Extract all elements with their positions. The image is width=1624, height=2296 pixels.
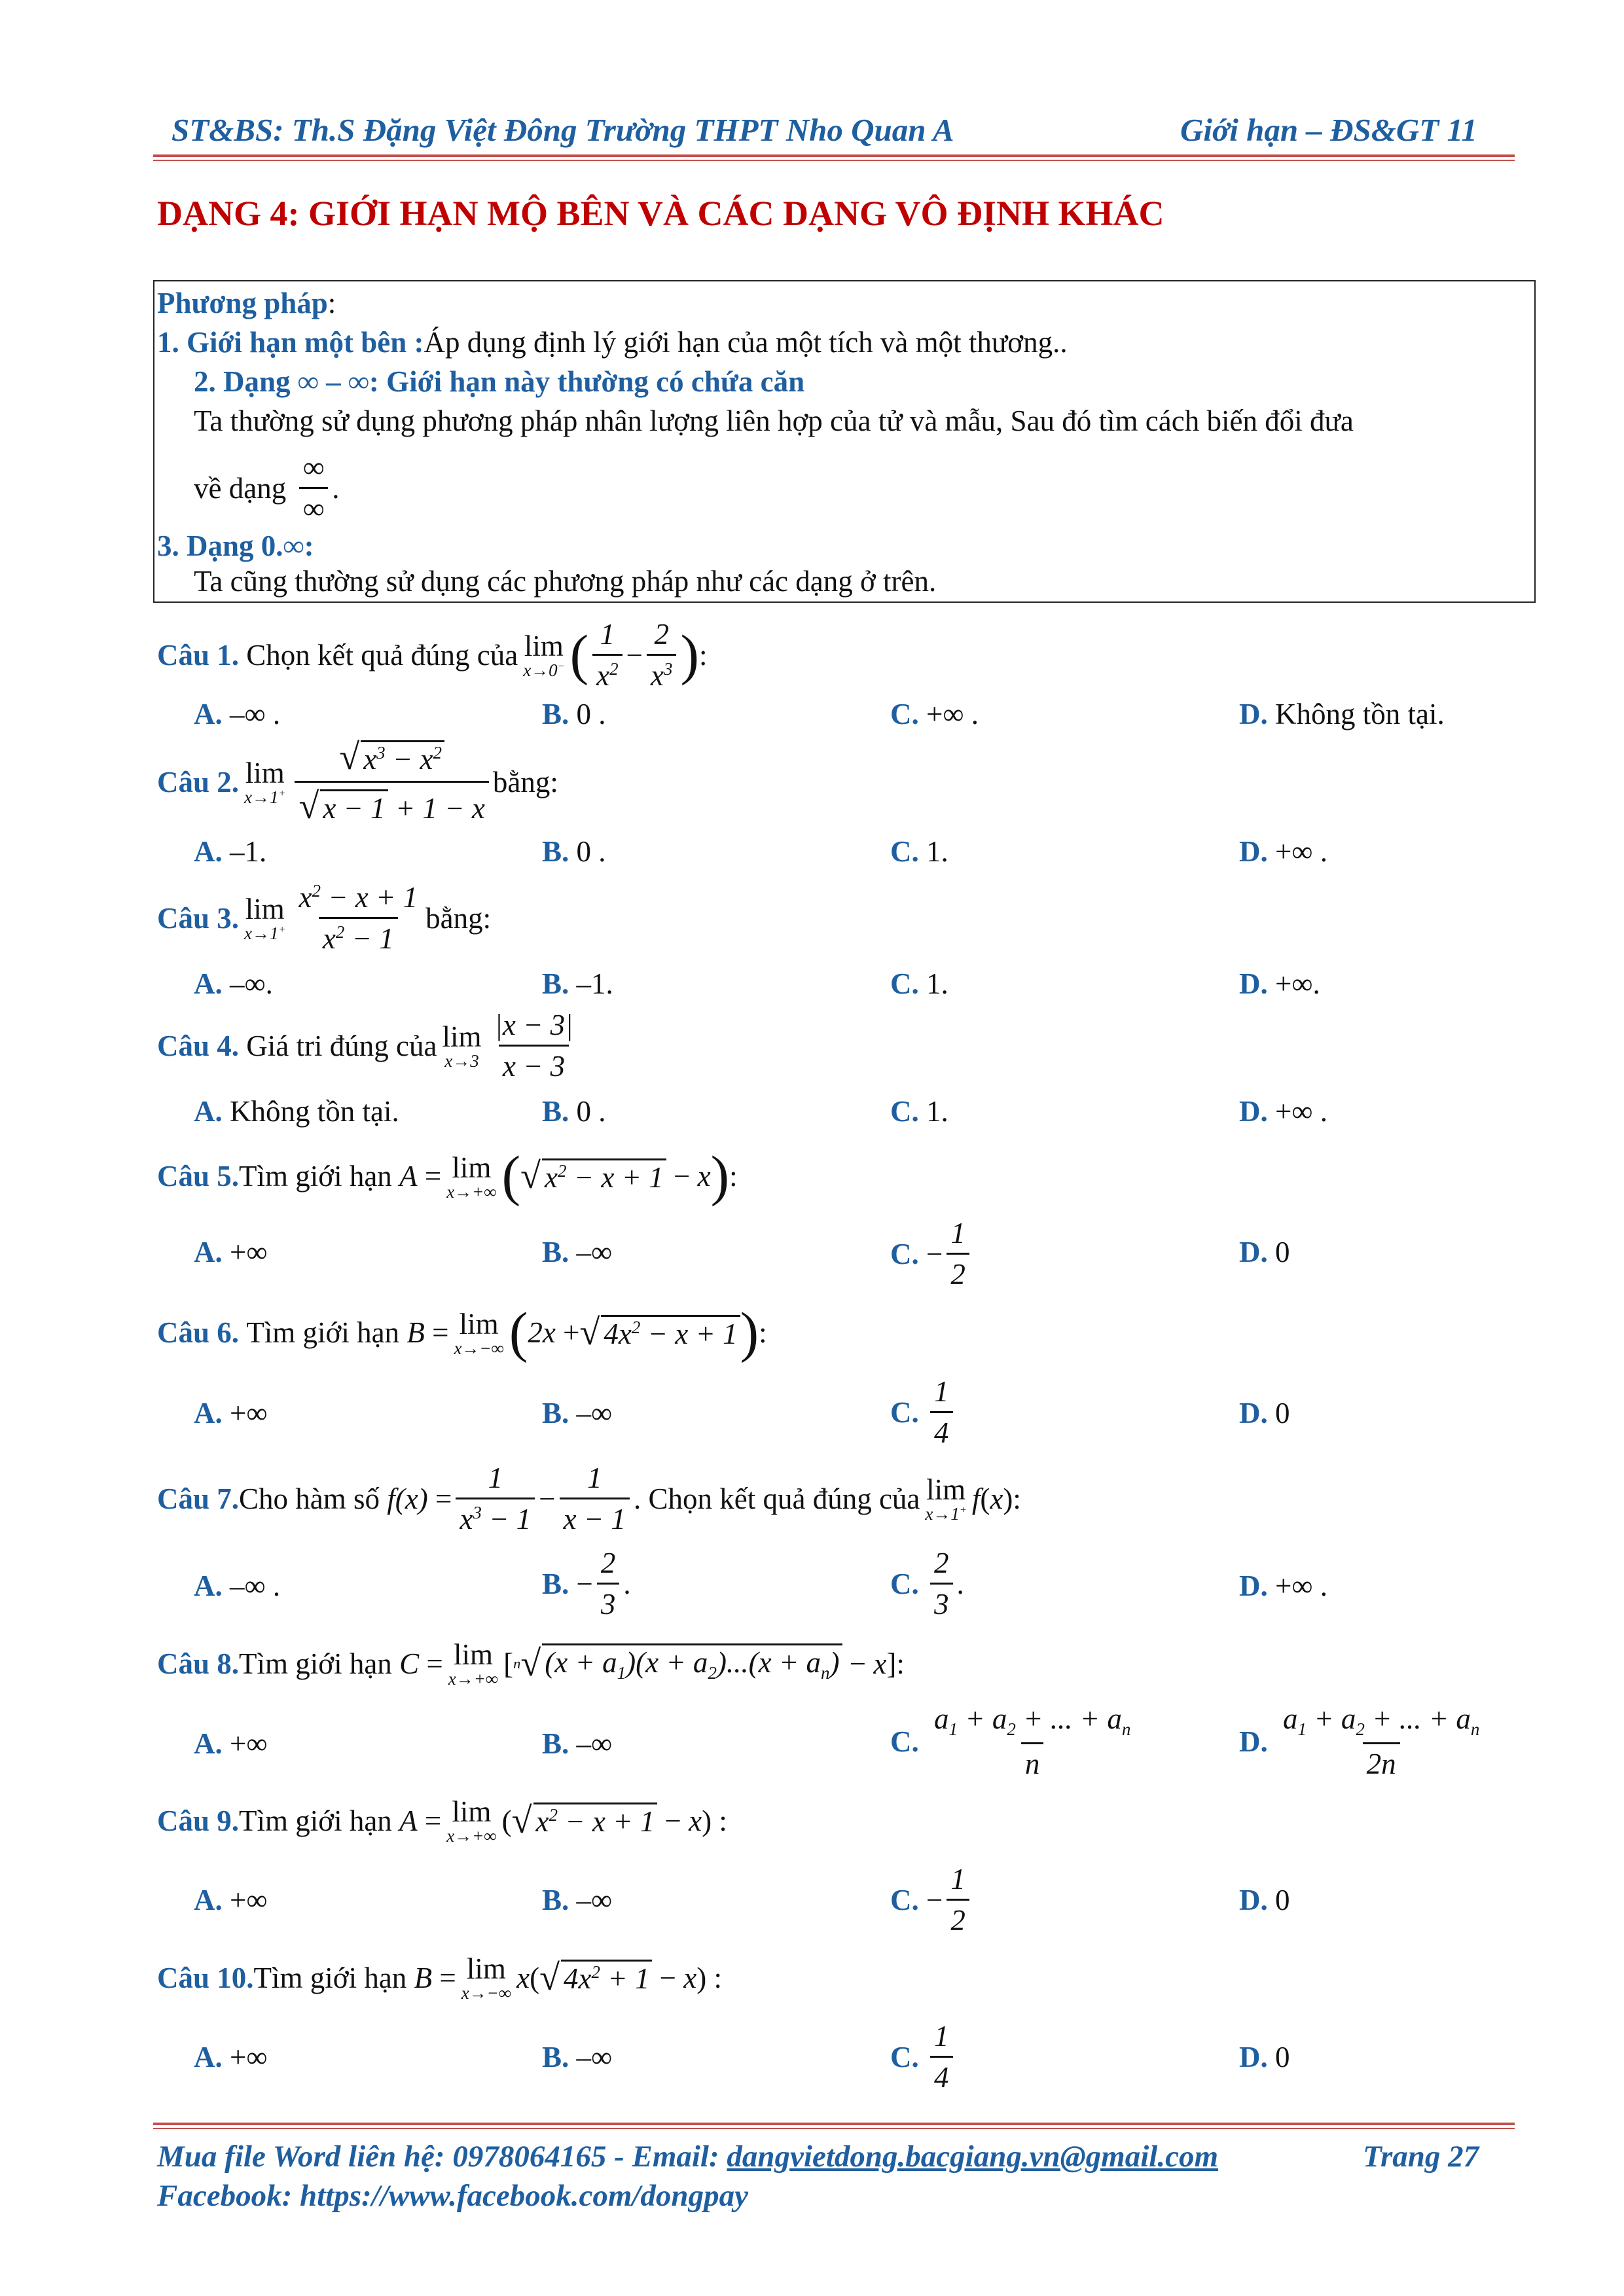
q3-option-c[interactable]: C. 1.	[890, 967, 948, 1000]
q6-option-b[interactable]: B. –∞	[542, 1397, 613, 1429]
q4-option-d[interactable]: D. +∞ .	[1239, 1095, 1327, 1128]
q8-option-b[interactable]: B. –∞	[542, 1727, 613, 1760]
q3-option-a[interactable]: A. –∞.	[194, 967, 273, 1000]
q4-option-b[interactable]: B. 0 .	[542, 1095, 606, 1128]
q4-option-c[interactable]: C. 1.	[890, 1095, 948, 1128]
header-right: Giới hạn – ĐS&GT 11	[1180, 112, 1477, 148]
q3-option-d[interactable]: D. +∞.	[1239, 967, 1320, 1000]
q4-option-a[interactable]: A. Không tồn tại.	[194, 1095, 399, 1128]
q1-option-a[interactable]: A. –∞ .	[194, 698, 281, 730]
footer-rule-thin	[153, 2128, 1515, 2129]
header-left: ST&BS: Th.S Đặng Việt Đông Trường THPT Nho Quan A	[171, 112, 954, 148]
footer-email-link[interactable]: dangvietdong.bacgiang.vn@gmail.com	[727, 2140, 1219, 2174]
q7-option-d[interactable]: D. +∞ .	[1239, 1570, 1327, 1602]
method-item-2-label: 2. Dạng ∞ – ∞: Giới hạn này thường có chứa căn	[194, 365, 805, 398]
q6-option-d[interactable]: D. 0	[1239, 1397, 1290, 1429]
question-1: Câu 1. Chọn kết quả đúng của lim x→0− ( $\frac{1}{x^2}$ − $\frac{2}{x^3}$ ) :	[157, 618, 708, 692]
q7-option-b[interactable]: B. − $\frac{2}{3}$ .	[542, 1547, 631, 1621]
q1-option-c[interactable]: C. +∞ .	[890, 698, 979, 730]
question-3: Câu 3. lim x→1+ $\frac{x^2 - x + 1}{x^2 - 1}$ bằng:	[157, 881, 492, 955]
q1-option-b[interactable]: B. 0 .	[542, 698, 606, 730]
question-4: Câu 4. Giá tri đúng của lim x→3 $\frac{|x - 3|}{x - 3}$	[157, 1009, 573, 1083]
q3-option-b[interactable]: B. –1.	[542, 967, 613, 1000]
method-heading: Phương pháp:	[157, 287, 336, 319]
q5-option-c[interactable]: C. − $\frac{1}{2}$	[890, 1216, 973, 1291]
q2-option-d[interactable]: D. +∞ .	[1239, 835, 1327, 868]
q8-option-c[interactable]: C. $\frac{a_1 + a_2 + ... + a_n}{n}$	[890, 1702, 1131, 1780]
header-rule	[153, 154, 1515, 157]
q7-option-a[interactable]: A. –∞ .	[194, 1570, 281, 1602]
q1-option-d[interactable]: D. Không tồn tại.	[1239, 698, 1445, 730]
q6-option-c[interactable]: C. $\frac{1}{4}$	[890, 1374, 957, 1450]
method-item-3-label: 3. Dạng 0.∞:	[157, 529, 314, 562]
footer-facebook[interactable]: Facebook: https://www.facebook.com/dongpay	[157, 2179, 748, 2213]
q9-option-c[interactable]: C. − $\frac{1}{2}$	[890, 1862, 973, 1937]
q5-option-b[interactable]: B. –∞	[542, 1236, 613, 1268]
method-item-1: 1. Giới hạn một bên :Áp dụng định lý giới hạn của một tích và một thương..	[157, 326, 1068, 359]
method-item-2-text: Ta thường sử dụng phương pháp nhân lượng liên hợp của tử và mẫu, Sau đó tìm cách biến đổi đưa	[194, 404, 1354, 437]
q9-option-b[interactable]: B. –∞	[542, 1884, 613, 1916]
q9-option-a[interactable]: A. +∞	[194, 1884, 268, 1916]
q10-option-a[interactable]: A. +∞	[194, 2041, 268, 2073]
q2-option-a[interactable]: A. –1.	[194, 835, 267, 868]
header-rule-thin	[153, 160, 1515, 161]
q5-option-a[interactable]: A. +∞	[194, 1236, 268, 1268]
q10-option-d[interactable]: D. 0	[1239, 2041, 1290, 2073]
q5-option-d[interactable]: D. 0	[1239, 1236, 1290, 1268]
q8-option-a[interactable]: A. +∞	[194, 1727, 268, 1760]
q2-option-b[interactable]: B. 0 .	[542, 835, 606, 868]
footer-page-number: Trang 27	[1363, 2140, 1479, 2174]
question-8: Câu 8. Tìm giới hạn C = lim x→+∞ [ n √ $(x + a_1)(x + a_2)...(x + a_n)$ − x ]:	[157, 1638, 905, 1689]
question-9: Câu 9. Tìm giới hạn A = lim x→+∞ ( √ $x^2 - x + 1$ − x ) :	[157, 1795, 727, 1846]
method-item-2-form: về dạng $\frac{\infty}{\infty}$ .	[194, 451, 340, 525]
footer-rule	[153, 2123, 1515, 2125]
question-7: Câu 7. Cho hàm số f(x) = $\frac{1}{x^3 - 1}$ − $\frac{1}{x - 1}$ . Chọn kết quả đúng của lim x→1+ f ( x ):	[157, 1462, 1021, 1535]
q6-option-a[interactable]: A. +∞	[194, 1397, 268, 1429]
question-2: Câu 2. lim x→1+ $\frac{√ x^3 - x^2}{√ x - 1 + 1 - x}$ bằng:	[157, 737, 558, 827]
method-item-3-text: Ta cũng thường sử dụng các phương pháp như các dạng ở trên.	[194, 565, 937, 598]
q2-option-c[interactable]: C. 1.	[890, 835, 948, 868]
footer-contact: Mua file Word liên hệ: 0978064165 - Email: dangvietdong.bacgiang.vn@gmail.com	[157, 2140, 1219, 2174]
question-5: Câu 5. Tìm giới hạn A = lim x→+∞ ( √ $x^2 - x + 1$ − x ) :	[157, 1145, 738, 1207]
question-6: Câu 6. Tìm giới hạn B = lim x→−∞ ( 2x + √ $4x^2 - x + 1$ ) :	[157, 1302, 767, 1363]
q7-option-c[interactable]: C. $\frac{2}{3}$ .	[890, 1547, 964, 1621]
q10-option-c[interactable]: C. $\frac{1}{4}$	[890, 2019, 957, 2094]
page-title: DẠNG 4: GIỚI HẠN MỘ BÊN VÀ CÁC DẠNG VÔ ĐỊNH KHÁC	[157, 194, 1164, 233]
q10-option-b[interactable]: B. –∞	[542, 2041, 613, 2073]
question-10: Câu 10. Tìm giới hạn B = lim x→−∞ x ( √ $4x^2 + 1$ − x ) :	[157, 1952, 722, 2003]
q9-option-d[interactable]: D. 0	[1239, 1884, 1290, 1916]
q8-option-d[interactable]: D. $\frac{a_1 + a_2 + ... + a_n}{2n}$	[1239, 1702, 1480, 1780]
